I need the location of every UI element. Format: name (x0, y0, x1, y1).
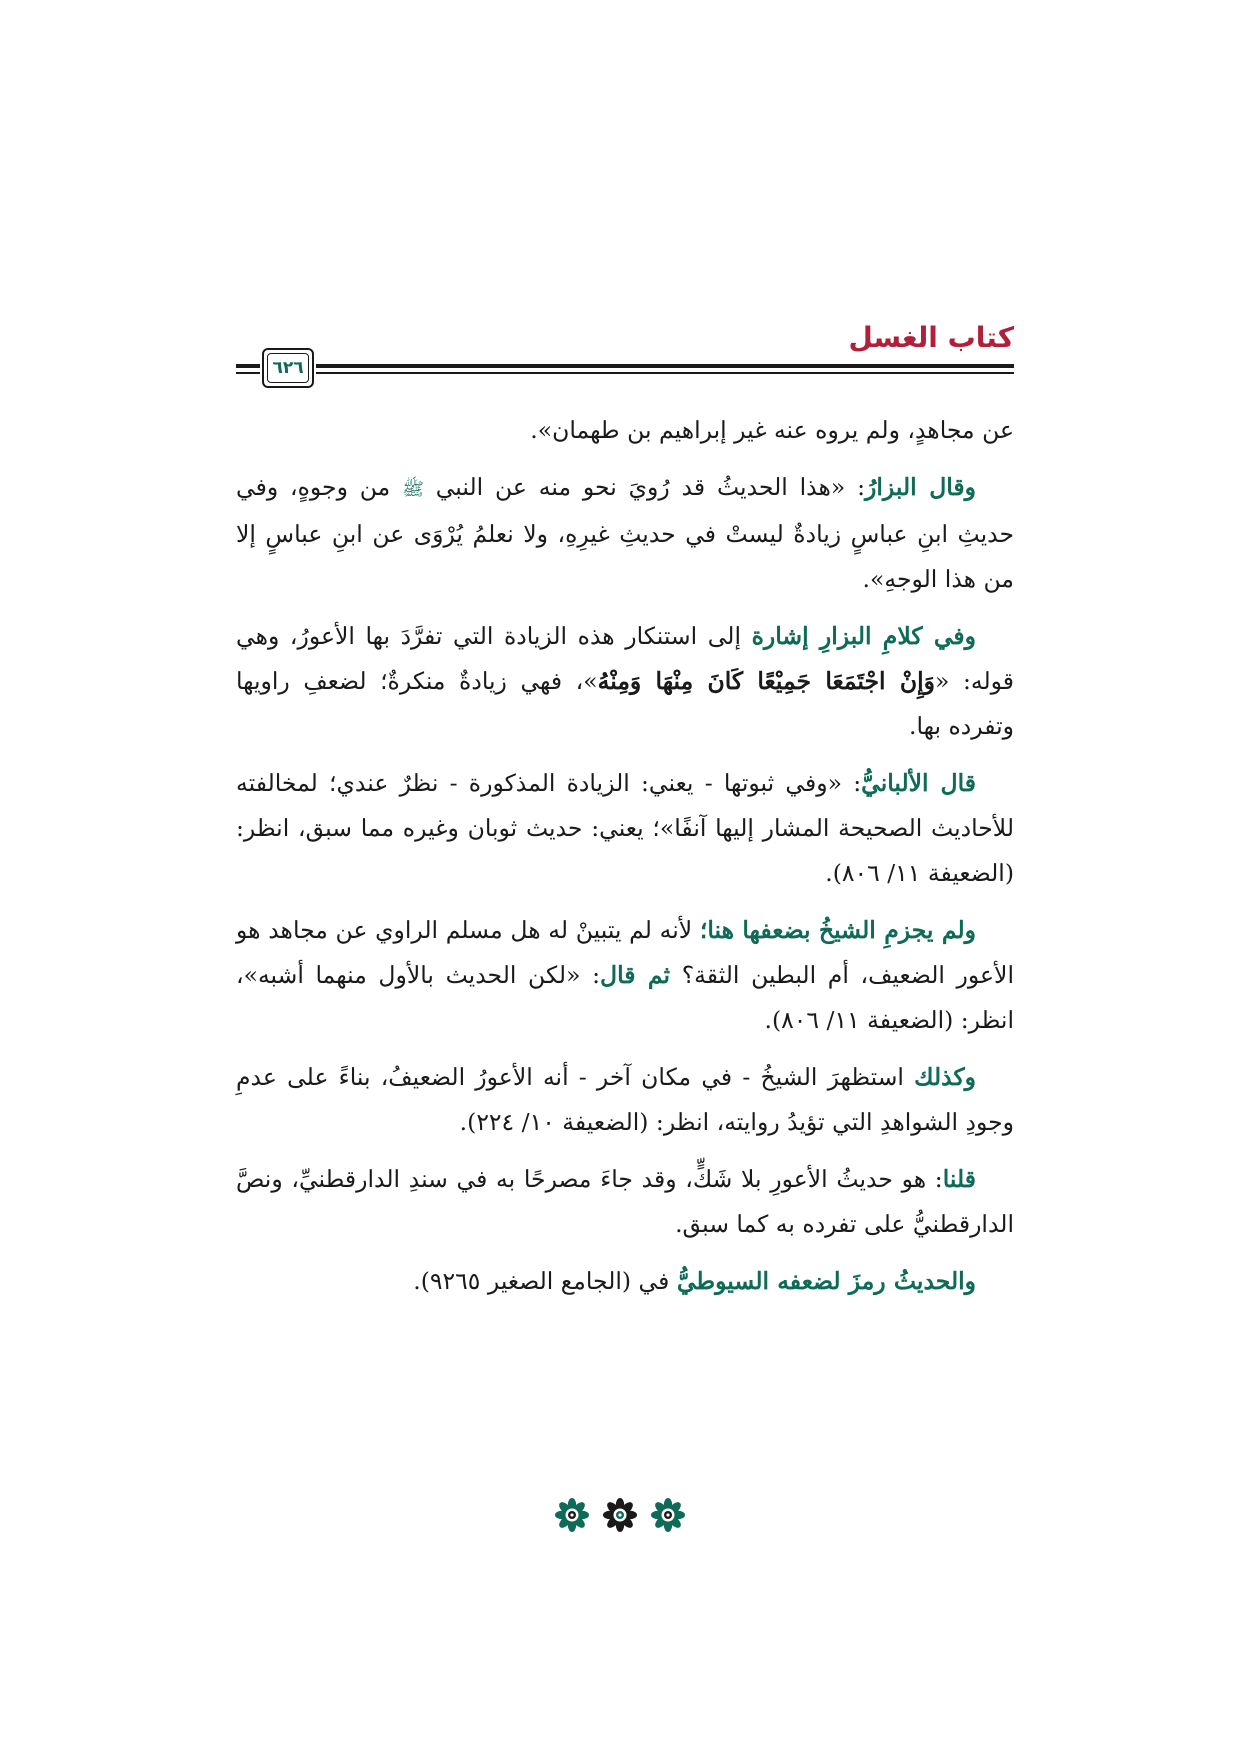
page-number-badge (262, 348, 314, 388)
highlighted-phrase: قال الألبانيُّ (861, 769, 976, 797)
paragraph (236, 1157, 1014, 1247)
paragraph-text: : «وفي ثبوتها - يعني: الزيادة المذكورة - نظرٌ عندي؛ لمخالفته للأحاديث الصحيحة المشار إليها آنفًا»؛ يعني: حديث ثوبان وغيره مما سبق، انظر: (الضعيفة ١١/ ٨٠٦). (236, 769, 1014, 887)
flower-ornament-icon (651, 1498, 685, 1532)
paragraph-text: : «هذا الحديثُ قد رُويَ نحو منه عن النبي (423, 473, 866, 501)
paragraph (236, 1259, 1014, 1304)
header-rule-thick (316, 364, 1014, 368)
highlighted-phrase: وكذلك (914, 1063, 976, 1091)
paragraph-text: من وجوهٍ، وفي حديثِ ابنِ عباسٍ زيادةٌ ليستْ في حديثِ غيرِهِ، ولا نعلمُ يُرْوَى عن ابنِ عباسٍ إلا من هذا الوجهِ». (236, 473, 1014, 593)
highlighted-phrase: ثم قال (600, 961, 671, 989)
paragraph-text: استظهرَ الشيخُ - في مكان آخر - أنه الأعورُ الضعيفُ، بناءً على عدمِ وجودِ الشواهدِ التي تؤيدُ روايته، انظر: (الضعيفة ١٠/ ٢٢٤). (236, 1063, 1014, 1136)
highlighted-phrase: ولم يجزمِ الشيخُ بضعفها هنا؛ (699, 916, 976, 944)
page-header (236, 318, 1014, 388)
paragraph-text: عن مجاهدٍ، ولم يروه عنه غير إبراهيم بن طهمان». (530, 416, 1014, 444)
paragraph (236, 908, 1014, 1043)
paragraph (236, 465, 1014, 602)
paragraph (236, 761, 1014, 896)
page-body (236, 408, 1014, 1316)
highlighted-phrase: والحديثُ رمزَ لضعفه السيوطيُّ (676, 1267, 976, 1295)
paragraph-text: في (الجامع الصغير ٩٢٦٥). (413, 1267, 677, 1295)
paragraph-text: : «لكن الحديث بالأول منهما أشبه»، انظر: (الضعيفة ١١/ ٨٠٦). (236, 961, 1014, 1034)
paragraph-text: لأنه لم يتبينْ له هل مسلم الراوي عن مجاهد هو الأعور الضعيف، أم البطين الثقة؟ (236, 916, 1014, 989)
paragraph (236, 1055, 1014, 1145)
quoted-hadith-text: وَإِنْ اجْتَمَعَا جَمِيْعًا كَانَ مِنْهَا وَمِنْهُ (597, 667, 935, 695)
paragraph-text: إلى استنكار هذه الزيادة التي تفرَّدَ بها الأعورُ، وهي قوله: « (236, 622, 1014, 695)
header-rule-left-thin (236, 372, 260, 374)
highlighted-phrase: وفي كلامِ البزارِ إشارة (751, 622, 976, 650)
page-number: ٦٢٦ (267, 353, 309, 383)
paragraph-text: : هو حديثُ الأعورِ بلا شَكٍّ، وقد جاءَ مصرحًا به في سندِ الدارقطنيِّ، ونصَّ الدارقطنيُّ على تفرده به كما سبق. (236, 1165, 1014, 1238)
header-rule-thin (316, 372, 1014, 374)
header-rule-left-thick (236, 364, 260, 368)
book-title: كتاب الغسل (848, 321, 1014, 354)
flower-ornament-icon (603, 1498, 637, 1532)
highlighted-phrase: وقال البزارُ (865, 473, 977, 501)
flower-ornament-icon (555, 1498, 589, 1532)
highlighted-phrase: قلنا (942, 1165, 976, 1193)
end-ornaments (0, 1498, 1240, 1532)
paragraph (236, 408, 1014, 453)
salutation-glyph: ﷺ (402, 479, 424, 500)
paragraph-text: »، فهي زيادةٌ منكرةٌ؛ لضعفِ راويها وتفرده بها. (236, 667, 1014, 740)
paragraph (236, 614, 1014, 749)
